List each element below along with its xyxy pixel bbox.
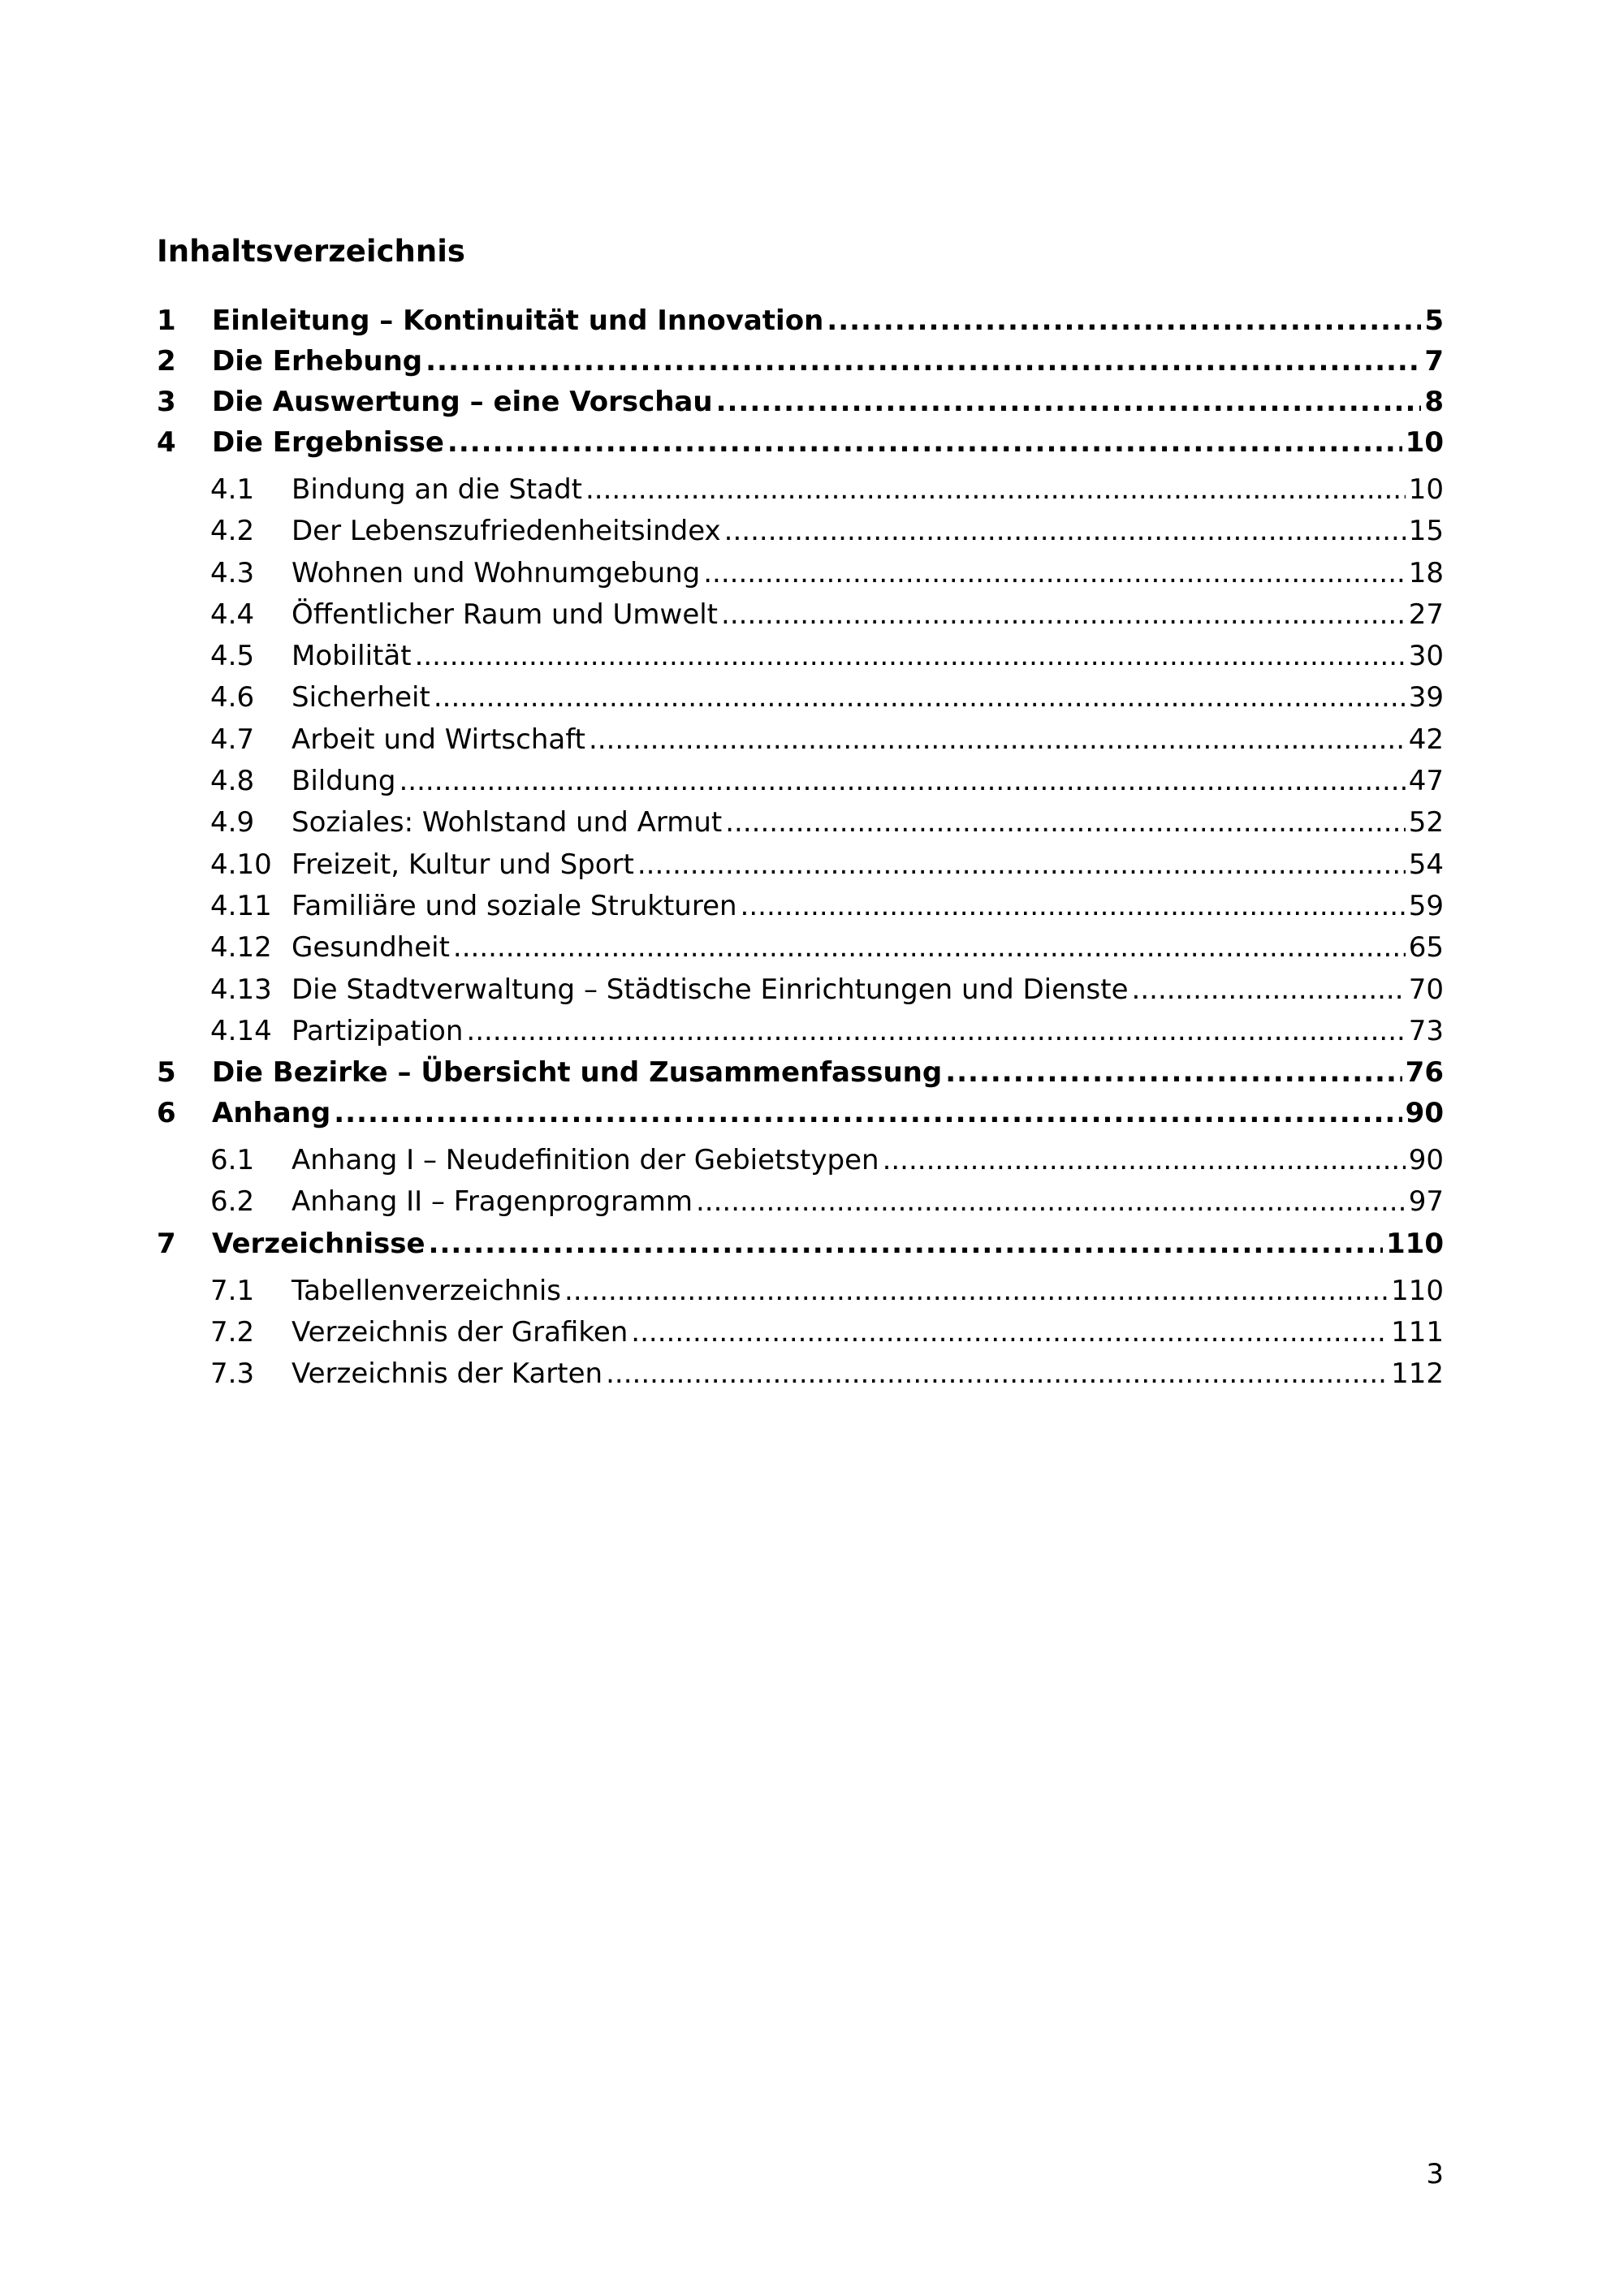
toc-leader-dots [631,1312,1388,1353]
toc-entry-page: 52 [1408,806,1444,839]
toc-leader-dots [725,802,1406,844]
toc-leader-dots [741,886,1406,927]
toc-leader-dots [883,1140,1406,1181]
toc-entry-text: Partizipation [292,1014,464,1047]
toc-entry-text: Arbeit und Wirtschaft [292,723,585,756]
toc-entry-text: Die Ergebnisse [212,426,444,459]
toc-entry-page: 110 [1386,1227,1444,1260]
toc-entry-4-14[interactable] [157,1011,1444,1052]
toc-entry-page: 5 [1424,304,1444,337]
toc-entry-page: 73 [1408,1014,1444,1047]
toc-leader-dots [447,422,1402,463]
toc-entry-text: Tabellenverzeichnis [292,1274,562,1307]
toc-entry-number: 3 [157,386,176,418]
toc-entry-4-12[interactable] [157,927,1444,969]
toc-leader-dots [453,927,1406,969]
toc-entry-4-8[interactable] [157,761,1444,802]
toc-entry-page: 8 [1424,386,1444,418]
toc-leader-dots [425,341,1421,382]
toc-entry-number: 4.13 [210,973,272,1006]
toc-entry-page: 47 [1408,765,1444,798]
toc-entry-number: 4.9 [210,806,255,839]
toc-entry-page: 97 [1408,1185,1444,1219]
toc-leader-dots [716,382,1422,422]
toc-entry-number: 4.5 [210,640,255,673]
toc-entry-page: 7 [1424,345,1444,378]
toc-entry-text: Soziales: Wohlstand und Armut [292,806,723,839]
toc-leader-dots [434,677,1406,719]
toc-entry-text: Mobilität [292,640,412,673]
toc-entry-text: Bildung [292,765,396,798]
toc-entry-page: 90 [1408,1144,1444,1177]
toc-entry-page: 112 [1391,1357,1444,1391]
toc-entry-page: 65 [1408,931,1444,965]
toc-entry-number: 7 [157,1227,176,1260]
toc-entry-page: 59 [1408,889,1444,922]
toc-entry-6-1[interactable] [157,1140,1444,1181]
toc-entry-number: 6.1 [210,1144,255,1177]
toc-leader-dots [466,1011,1405,1052]
toc-entry-4-9[interactable] [157,802,1444,844]
toc-entry-page: 10 [1408,473,1444,506]
toc-entry-text: Verzeichnis der Karten [292,1357,603,1391]
toc-entry-5[interactable] [157,1052,1444,1093]
toc-entry-number: 5 [157,1056,176,1090]
toc-entry-2[interactable] [157,341,1444,382]
toc-entry-7[interactable] [157,1224,1444,1264]
toc-entry-text: Freizeit, Kultur und Sport [292,848,634,881]
toc-entry-text: Die Stadtverwaltung – Städtische Einrichtungen und Dienste [292,973,1129,1006]
toc-entry-4-2[interactable] [157,511,1444,552]
toc-entry-4-5[interactable] [157,636,1444,677]
toc-entry-page: 15 [1408,515,1444,548]
toc-entry-text: Bindung an die Stadt [292,473,582,506]
toc-entry-text: Die Bezirke – Übersicht und Zusammenfassung [212,1056,943,1090]
toc-entry-page: 110 [1391,1274,1444,1307]
toc-leader-dots [606,1353,1388,1395]
toc-entry-7-1[interactable] [157,1271,1444,1312]
toc-entry-4[interactable] [157,422,1444,463]
toc-leader-dots [724,511,1406,552]
table-of-contents [157,300,1444,1396]
toc-entry-text: Gesundheit [292,931,450,965]
toc-entry-4-13[interactable] [157,969,1444,1011]
toc-entry-number: 7.2 [210,1316,255,1349]
toc-entry-page: 90 [1405,1097,1444,1130]
toc-entry-4-4[interactable] [157,594,1444,636]
toc-entry-number: 4.4 [210,598,255,631]
toc-entry-4-10[interactable] [157,844,1444,886]
toc-entry-page: 27 [1408,598,1444,631]
toc-entry-6-2[interactable] [157,1181,1444,1223]
toc-entry-text: Wohnen und Wohnumgebung [292,556,701,589]
toc-entry-page: 76 [1405,1056,1444,1090]
toc-entry-number: 4.2 [210,515,255,548]
toc-entry-page: 10 [1405,426,1444,459]
toc-entry-text: Anhang II – Fragenprogramm [292,1185,693,1219]
toc-entry-number: 6 [157,1097,176,1130]
toc-entry-number: 1 [157,304,176,337]
toc-entry-number: 6.2 [210,1185,255,1219]
toc-entry-number: 4.8 [210,765,255,798]
toc-entry-number: 4.10 [210,848,272,881]
toc-leader-dots [1132,969,1406,1011]
toc-leader-dots [429,1224,1383,1264]
toc-leader-dots [637,844,1406,886]
toc-entry-text: Öffentlicher Raum und Umwelt [292,598,719,631]
toc-leader-dots [564,1271,1388,1312]
toc-entry-number: 4.3 [210,556,255,589]
toc-entry-number: 4.6 [210,681,255,714]
toc-entry-1[interactable] [157,300,1444,341]
toc-title: Inhaltsverzeichnis [157,234,465,269]
toc-leader-dots [721,594,1406,636]
toc-entry-page: 42 [1408,723,1444,756]
toc-entry-page: 39 [1408,681,1444,714]
toc-entry-4-3[interactable] [157,553,1444,594]
toc-entry-6[interactable] [157,1093,1444,1133]
toc-entry-number: 4.7 [210,723,255,756]
toc-entry-number: 4.12 [210,931,272,965]
toc-leader-dots [399,761,1405,802]
toc-entry-text: Anhang [212,1097,331,1130]
toc-entry-page: 18 [1408,556,1444,589]
toc-entry-page: 111 [1391,1316,1444,1349]
toc-entry-number: 4 [157,426,176,459]
toc-entry-3[interactable] [157,382,1444,422]
toc-entry-number: 7.1 [210,1274,255,1307]
toc-entry-text: Die Auswertung – eine Vorschau [212,386,713,418]
toc-entry-4-11[interactable] [157,886,1444,927]
toc-leader-dots [334,1093,1402,1133]
toc-leader-dots [585,469,1406,511]
toc-entry-number: 7.3 [210,1357,255,1391]
toc-leader-dots [827,300,1421,341]
toc-entry-text: Verzeichnisse [212,1227,425,1260]
toc-entry-7-3[interactable] [157,1353,1444,1395]
toc-leader-dots [703,553,1405,594]
page-number: 3 [1426,2158,1444,2190]
toc-entry-text: Verzeichnis der Grafiken [292,1316,628,1349]
toc-entry-text: Die Erhebung [212,345,423,378]
toc-entry-number: 4.11 [210,889,272,922]
toc-leader-dots [696,1181,1406,1223]
toc-leader-dots [415,636,1406,677]
toc-entry-page: 70 [1408,973,1444,1006]
toc-leader-dots [589,719,1406,761]
toc-entry-page: 54 [1408,848,1444,881]
toc-entry-text: Familiäre und soziale Strukturen [292,889,737,922]
toc-entry-number: 4.14 [210,1014,272,1047]
toc-entry-text: Einleitung – Kontinuität und Innovation [212,304,824,337]
toc-entry-number: 2 [157,345,176,378]
toc-entry-number: 4.1 [210,473,255,506]
toc-entry-page: 30 [1408,640,1444,673]
toc-entry-text: Der Lebenszufriedenheitsindex [292,515,721,548]
toc-entry-text: Anhang I – Neudefinition der Gebietstypen [292,1144,879,1177]
toc-entry-4-1[interactable] [157,469,1444,511]
toc-entry-text: Sicherheit [292,681,430,714]
toc-entry-4-7[interactable] [157,719,1444,761]
toc-entry-7-2[interactable] [157,1312,1444,1353]
toc-entry-4-6[interactable] [157,677,1444,719]
toc-leader-dots [945,1052,1402,1093]
